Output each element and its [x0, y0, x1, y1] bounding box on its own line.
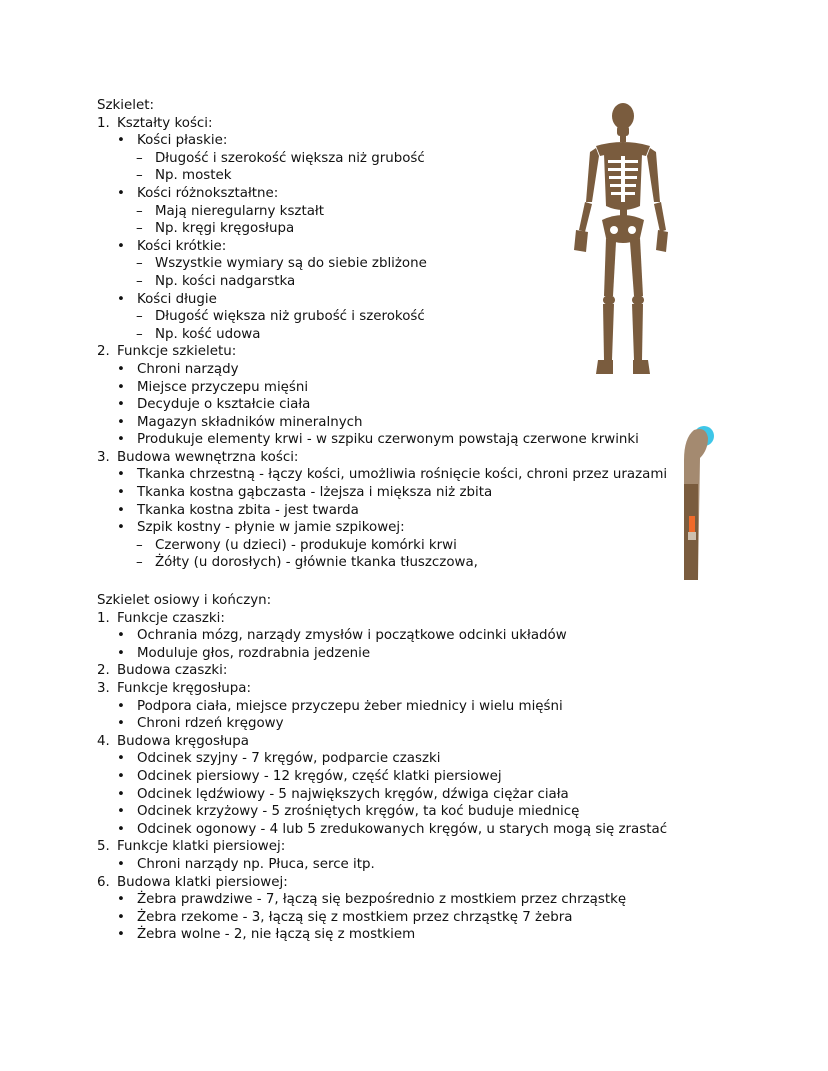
- list-item: [97, 891, 657, 909]
- list-item-text: Odcinek ogonowy - 4 lub 5 zredukowanych kręgów, u starych mogą się zrastać: [137, 821, 668, 837]
- list-item: [97, 379, 657, 397]
- bullet-icon: •: [117, 432, 125, 448]
- bullet-icon: •: [117, 397, 125, 413]
- dash-icon: –: [136, 555, 143, 571]
- bullet-icon: •: [117, 716, 125, 732]
- bullet-icon: •: [117, 751, 125, 767]
- list-item: [97, 431, 657, 449]
- yellow-marrow-icon: [688, 532, 696, 540]
- list-item-text: Budowa kręgosłupa: [117, 733, 249, 749]
- long-bone-illustration: [674, 424, 714, 580]
- section-spacer: [97, 572, 657, 592]
- list-item-text: Długość większa niż grubość i szerokość: [155, 309, 425, 325]
- list-number: 4.: [97, 733, 110, 749]
- list-number: 3.: [97, 449, 110, 465]
- list-number: 3.: [97, 681, 110, 696]
- list-item-text: Kości płaskie:: [137, 133, 228, 149]
- bullet-icon: •: [117, 379, 125, 395]
- list-item: [97, 874, 657, 892]
- list-number: 2.: [97, 344, 110, 360]
- list-item-text: Tkanka chrzestną - łączy kości, umożliwia rośnięcie kości, chroni przez urazami: [137, 467, 668, 483]
- list-item-text: Żółty (u dorosłych) - głównie tkanka tłuszczowa,: [155, 555, 478, 571]
- section-title-skeleton: Szkielet:: [97, 98, 154, 113]
- list-item-text: Kości krótkie:: [137, 238, 227, 254]
- dash-icon: –: [136, 168, 143, 184]
- list-item-text: Budowa klatki piersiowej:: [117, 874, 288, 890]
- bullet-icon: •: [117, 645, 125, 661]
- list-item-text: Decyduje o kształcie ciała: [137, 397, 311, 413]
- list-item-text: Chroni narządy: [137, 361, 239, 377]
- list-item-text: Ochrania mózg, narządy zmysłów i początkowe odcinki układów: [137, 628, 567, 644]
- list-item-text: Kształty kości:: [117, 115, 213, 131]
- list-item-text: Kości różnokształtne:: [137, 185, 279, 201]
- list-item: [97, 627, 657, 645]
- bullet-icon: •: [117, 856, 125, 872]
- list-item-text: Np. kość udowa: [155, 326, 261, 342]
- skeleton-illustration: [566, 102, 668, 380]
- list-item: [97, 484, 657, 502]
- list-item: [97, 519, 657, 537]
- bullet-icon: •: [117, 502, 125, 518]
- bullet-icon: •: [117, 361, 125, 377]
- list-item: [97, 449, 657, 467]
- bullet-icon: •: [117, 892, 125, 908]
- bullet-icon: •: [117, 821, 125, 837]
- list-item-text: Odcinek lędźwiowy - 5 największych kręgów, dźwiga ciężar ciała: [137, 786, 569, 802]
- list-item: [97, 733, 657, 751]
- dash-icon: –: [136, 203, 143, 219]
- list-item: [97, 662, 657, 680]
- list-item: [97, 610, 657, 628]
- list-item-text: Podpora ciała, miejsce przyczepu żeber miednicy i wielu mięśni: [137, 698, 563, 714]
- skeleton-icon: [574, 103, 668, 374]
- list-item: [97, 715, 657, 733]
- list-item-text: Funkcje czaszki:: [117, 610, 225, 626]
- list-item-text: Moduluje głos, rozdrabnia jedzenie: [137, 645, 371, 661]
- list-number: 1.: [97, 115, 110, 131]
- list-item: [97, 502, 657, 520]
- bullet-icon: •: [117, 698, 125, 714]
- bullet-icon: •: [117, 185, 125, 201]
- list-item-text: Odcinek krzyżowy - 5 zrośniętych kręgów, ta koć buduje miednicę: [137, 804, 580, 820]
- list-item-text: Czerwony (u dzieci) - produkuje komórki krwi: [155, 537, 457, 553]
- list-item-text: Wszystkie wymiary są do siebie zbliżone: [155, 256, 427, 272]
- list-item-text: Długość i szerokość większa niż grubość: [155, 150, 425, 166]
- list-item: [97, 909, 657, 927]
- dash-icon: –: [136, 256, 143, 272]
- list-item-text: Produkuje elementy krwi - w szpiku czerwonym powstają czerwone krwinki: [137, 432, 639, 448]
- bullet-icon: •: [117, 133, 125, 149]
- list-item-text: Żebra prawdziwe - 7, łączą się bezpośrednio z mostkiem przez chrząstkę: [137, 892, 627, 908]
- list-item: [97, 396, 657, 414]
- bullet-icon: •: [117, 520, 125, 536]
- bullet-icon: •: [117, 628, 125, 644]
- list-item-text: Mają nieregularny kształt: [155, 203, 324, 219]
- bone-marrow-icon: [689, 516, 695, 532]
- bullet-icon: •: [117, 467, 125, 483]
- list-item-text: Chroni narządy np. Płuca, serce itp.: [137, 856, 375, 872]
- list-number: 6.: [97, 874, 110, 890]
- bullet-icon: •: [117, 238, 125, 254]
- list-item-text: Funkcje szkieletu:: [117, 344, 237, 360]
- dash-icon: –: [136, 273, 143, 289]
- list-item-text: Funkcje klatki piersiowej:: [117, 839, 286, 855]
- bullet-icon: •: [117, 804, 125, 820]
- dash-icon: –: [136, 326, 143, 342]
- list-item-text: Kości długie: [137, 291, 217, 307]
- list-item-text: Odcinek szyjny - 7 kręgów, podparcie czaszki: [137, 751, 441, 767]
- list-item: [97, 466, 668, 484]
- list-item-text: Budowa czaszki:: [117, 663, 228, 679]
- list-number: 1.: [97, 610, 110, 626]
- list-item-text: Tkanka kostna zbita - jest twarda: [137, 502, 359, 518]
- list-item-text: Budowa wewnętrzna kości:: [117, 449, 299, 465]
- dash-icon: –: [136, 221, 143, 237]
- list-item-text: Np. kręgi kręgosłupa: [155, 221, 295, 237]
- list-item-text: Np. mostek: [155, 168, 232, 184]
- list-item: [97, 750, 657, 768]
- list-number: 2.: [97, 663, 110, 679]
- list-item-text: Żebra rzekome - 3, łączą się z mostkiem przez chrząstkę 7 żebra: [137, 909, 573, 925]
- list-item-text: Funkcje kręgosłupa:: [117, 681, 251, 696]
- list-item: [97, 768, 657, 786]
- list-item-text: Np. kości nadgarstka: [155, 273, 296, 289]
- dash-icon: –: [136, 309, 143, 325]
- list-item: [97, 554, 657, 572]
- bullet-icon: •: [117, 485, 125, 501]
- list-item: [97, 680, 657, 698]
- list-item: [97, 414, 657, 432]
- list-item: [97, 838, 657, 856]
- section-title-axial: Szkielet osiowy i kończyn:: [97, 593, 272, 609]
- bullet-icon: •: [117, 768, 125, 784]
- list-item-text: Magazyn składników mineralnych: [137, 414, 363, 430]
- list-item: [97, 803, 657, 821]
- bullet-icon: •: [117, 786, 125, 802]
- dash-icon: –: [136, 537, 143, 553]
- dash-icon: –: [136, 150, 143, 166]
- bullet-icon: •: [117, 291, 125, 307]
- list-item-text: Szpik kostny - płynie w jamie szpikowej:: [137, 520, 405, 536]
- bullet-icon: •: [117, 909, 125, 925]
- list-item: [97, 926, 657, 944]
- list-item-text: Miejsce przyczepu mięśni: [137, 379, 309, 395]
- list-item: [97, 698, 657, 716]
- list-item-text: Odcinek piersiowy - 12 kręgów, część klatki piersiowej: [137, 768, 502, 784]
- list-item-text: Tkanka kostna gąbczasta - lżejsza i miększa niż zbita: [137, 485, 493, 501]
- list-item: [97, 645, 657, 663]
- bullet-icon: •: [117, 927, 125, 943]
- list-item: [97, 537, 657, 555]
- bullet-icon: •: [117, 414, 125, 430]
- list-number: 5.: [97, 839, 110, 855]
- list-item-text: Żebra wolne - 2, nie łączą się z mostkiem: [137, 927, 416, 943]
- list-item-text: Chroni rdzeń kręgowy: [137, 716, 284, 732]
- list-item: [97, 786, 657, 804]
- list-item: [97, 821, 668, 839]
- list-item: [97, 856, 657, 874]
